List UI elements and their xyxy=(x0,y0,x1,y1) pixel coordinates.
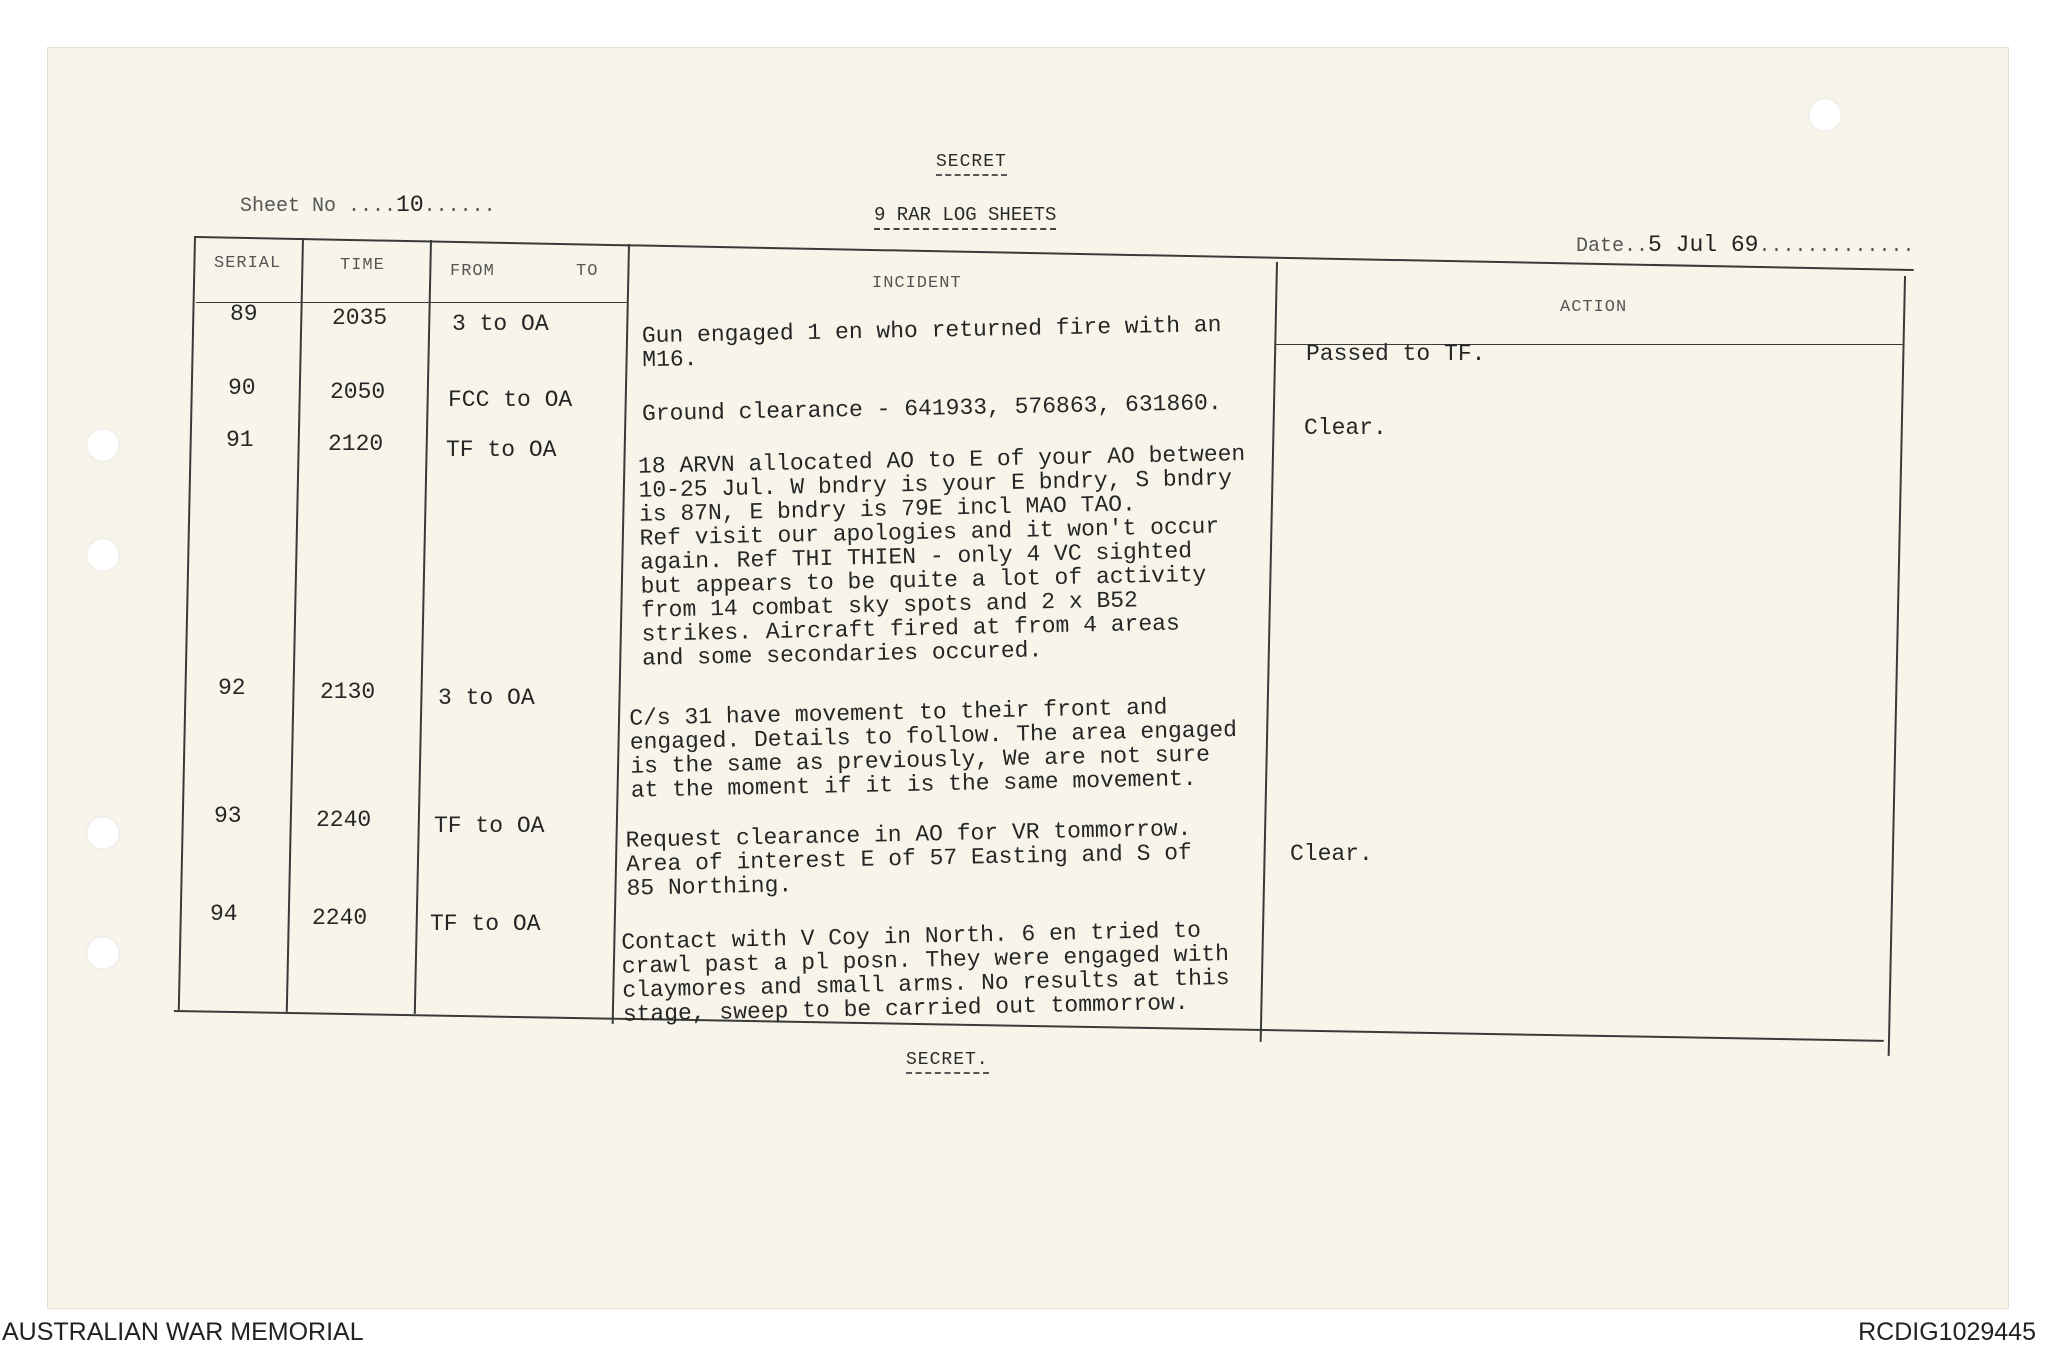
sheet-number: Sheet No ....10...... xyxy=(240,192,496,218)
row-time: 2120 xyxy=(328,431,384,457)
row-serial: 91 xyxy=(226,427,254,453)
punch-hole xyxy=(1808,98,1842,132)
row-time: 2130 xyxy=(320,679,376,705)
row-time: 2035 xyxy=(332,305,388,331)
row-from-to: FCC to OA xyxy=(448,387,573,413)
row-time: 2050 xyxy=(330,379,386,405)
archive-footer xyxy=(0,1310,2048,1348)
row-serial: 94 xyxy=(210,901,238,927)
row-action: Clear. xyxy=(1290,841,1373,867)
date-label: Date xyxy=(1576,235,1625,258)
row-incident: Contact with V Coy in North. 6 en tried to crawl past a pl posn. They were engaged with claymores and small arms. No results at this stage, sweep to be carried out tommorrow. xyxy=(621,917,1230,1028)
date: Date..5 Jul 69............. xyxy=(1576,232,1915,258)
col-from: FROM xyxy=(450,262,495,281)
sheet-label: Sheet No xyxy=(240,195,337,218)
row-time: 2240 xyxy=(316,807,372,833)
row-from-to: TF to OA xyxy=(446,437,557,463)
col-to: TO xyxy=(576,262,599,281)
classification-bottom: SECRET. xyxy=(906,1050,989,1074)
row-serial: 89 xyxy=(230,301,258,327)
date-value: 5 Jul 69 xyxy=(1648,232,1759,258)
footer-id: RCDIG1029445 xyxy=(1858,1318,2036,1346)
row-serial: 90 xyxy=(228,375,256,401)
row-from-to: 3 to OA xyxy=(452,311,549,337)
row-time: 2240 xyxy=(312,905,368,931)
punch-hole xyxy=(86,936,120,970)
row-from-to: TF to OA xyxy=(434,813,545,839)
row-from-to: 3 to OA xyxy=(438,685,535,711)
row-serial: 93 xyxy=(214,803,242,829)
col-time: TIME xyxy=(340,256,385,275)
document-title: 9 RAR LOG SHEETS xyxy=(874,204,1056,230)
punch-hole xyxy=(86,816,120,850)
col-serial: SERIAL xyxy=(214,254,282,273)
row-incident: C/s 31 have movement to their front and engaged. Details to follow. The area engaged is the same as previously, We are not sure at the moment if it is the same movement. xyxy=(629,694,1238,804)
header-rule xyxy=(196,302,628,303)
row-from-to: TF to OA xyxy=(430,911,541,937)
row-serial: 92 xyxy=(218,675,246,701)
row-incident: Ground clearance - 641933, 576863, 631860. xyxy=(641,390,1222,428)
row-incident: Gun engaged 1 en who returned fire with an M16. xyxy=(641,312,1222,374)
sheet-number-value: 10 xyxy=(396,192,424,218)
row-incident: 18 ARVN allocated AO to E of your AO between 10-25 Jul. W bndry is your E bndry, S bndry is 87N, E bndry is 79E incl MAO TAO. Ref visit our apologies and it won't occur again. Ref THI THIEN - only 4 VC sighted but appears to be quite a lot of activity from 14 combat sky spots and 2 x B52 strikes. Aircraft fired at from 4 areas and some secondaries occured. xyxy=(637,441,1246,672)
footer-source: AUSTRALIAN WAR MEMORIAL xyxy=(2,1318,364,1346)
punch-hole xyxy=(86,428,120,462)
col-action: ACTION xyxy=(1560,298,1628,317)
row-incident: Request clearance in AO for VR tommorrow. Area of interest E of 57 Easting and S of 85 Northing. xyxy=(625,815,1193,902)
classification-top: SECRET xyxy=(936,152,1007,176)
row-action: Clear. xyxy=(1304,415,1387,441)
punch-hole xyxy=(86,538,120,572)
col-incident: INCIDENT xyxy=(872,274,962,293)
row-action: Passed to TF. xyxy=(1306,341,1486,367)
